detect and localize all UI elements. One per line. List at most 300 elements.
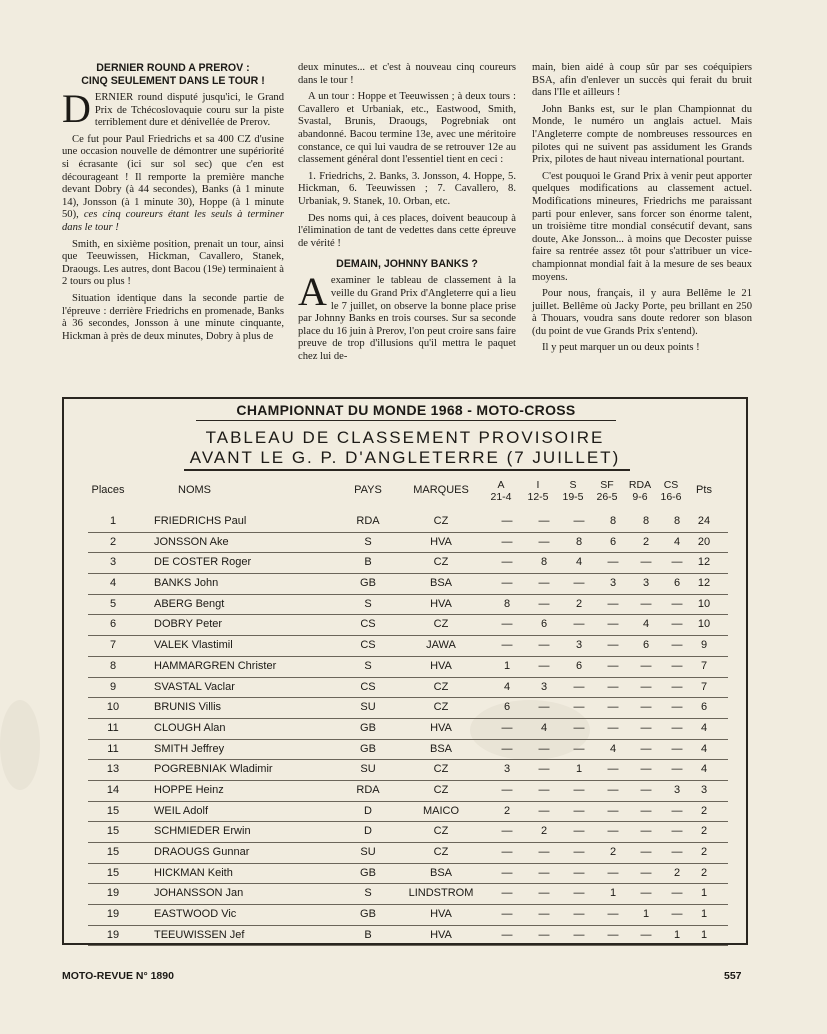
cell-name: HICKMAN Keith: [154, 866, 233, 879]
footer-page-number: 557: [724, 970, 742, 982]
table-row: [88, 678, 728, 699]
paragraph-text: Ce fut pour Paul Friedrichs et sa 400 CZ d'usine une occasion nouvelle de démontrer une supériorité si écrasante (ici sur sol sec) que c'en est décourageant ! Il remporte la première manche devant Dobry (à 44 secondes), Banks (à 1 minute 14), Jonsson (à 1 minute 30), Hoppe (à 1 minute 50),: [62, 133, 284, 221]
cell-gp-points: 3: [540, 680, 548, 693]
cell-marque: CZ: [433, 556, 449, 569]
drop-cap: A: [298, 269, 327, 315]
cell-pays: S: [364, 659, 372, 672]
cell-pts: 1: [700, 928, 708, 941]
paragraph: [62, 86, 284, 131]
cell-gp-points: 1: [575, 763, 583, 776]
gp-code: A: [497, 479, 505, 491]
header-gp: [519, 479, 557, 503]
cell-pts: 1: [700, 908, 708, 921]
header-places: Places: [91, 484, 125, 496]
cell-gp-points: 2: [609, 846, 617, 858]
cell-marque: MAICO: [422, 804, 460, 817]
cell-pts: 24: [697, 515, 711, 527]
cell-gp-points: —: [607, 701, 619, 714]
cell-name: CLOUGH Alan: [154, 721, 226, 734]
cell-place: 14: [106, 783, 120, 796]
cell-gp-points: —: [538, 804, 550, 817]
cell-marque: LINDSTROM: [408, 887, 474, 900]
paragraph: Il y peut marquer un ou deux points !: [542, 342, 700, 354]
table-row: [88, 615, 728, 636]
table-row: [88, 574, 728, 595]
cell-gp-points: 1: [503, 659, 511, 672]
cell-place: 19: [106, 908, 120, 921]
cell-pts: 7: [700, 659, 708, 672]
cell-gp-points: —: [501, 928, 513, 941]
cell-place: 15: [106, 846, 120, 858]
cell-pays: SU: [360, 763, 376, 776]
cell-pays: GB: [360, 866, 376, 879]
cell-gp-points: 2: [575, 597, 583, 610]
cell-pays: RDA: [356, 515, 380, 527]
cell-gp-points: 8: [642, 515, 650, 527]
cell-place: 10: [106, 701, 120, 714]
cell-name: SCHMIEDER Erwin: [154, 825, 251, 838]
cell-name: BRUNIS Villis: [154, 701, 222, 714]
cell-marque: BSA: [429, 866, 452, 879]
cell-pays: SU: [360, 701, 376, 714]
article-column-2: [298, 62, 516, 367]
cell-pays: S: [364, 887, 372, 900]
paragraph: main, bien aidé à coup sûr par ses coéquipiers BSA, afin d'enlever un succès qui ferait du bruit dans l'Ile et ailleurs !: [532, 62, 752, 99]
cell-gp-points: —: [538, 701, 550, 714]
cell-gp-points: 6: [540, 618, 548, 631]
cell-gp-points: 2: [503, 804, 511, 817]
cell-gp-points: —: [640, 556, 652, 569]
heading-line: CINQ SEULEMENT DANS LE TOUR !: [81, 75, 265, 87]
paper-stain: [0, 700, 40, 790]
cell-pays: GB: [360, 908, 376, 921]
table-row: [88, 822, 728, 843]
cell-gp-points: —: [607, 597, 619, 610]
cell-pays: S: [364, 535, 372, 548]
paragraph: [62, 134, 284, 235]
table-row: [88, 926, 728, 947]
cell-pts: 2: [700, 866, 708, 879]
cell-gp-points: —: [573, 721, 585, 734]
cell-name: HOPPE Heinz: [154, 783, 224, 796]
table-row: [88, 905, 728, 926]
footer-magazine-issue: MOTO-REVUE N° 1890: [62, 970, 174, 982]
cell-gp-points: —: [573, 783, 585, 796]
cell-name: FRIEDRICHS Paul: [154, 515, 247, 527]
drop-cap: D: [62, 86, 91, 131]
cell-gp-points: 6: [642, 639, 650, 652]
paragraph: C'est pouquoi le Grand Prix à venir peut apporter quelques modifications au classement actuel. Modifications mineures, Friedrichs me paraissant parti pour enlever, sans forcer son énorme talent, un troisième titre mondial consécutif devant, sans doute, Ake Jonsson... à moins que Decoster puisse faire sa rentrée assez tôt pour s'attribuer un vice-championnat mondial fait à la mesure de ses beaux moyens.: [532, 170, 752, 283]
cell-gp-points: 3: [673, 783, 681, 796]
cell-gp-points: —: [640, 742, 652, 755]
paragraph: John Banks est, sur le plan Championnat du Monde, le numéro un anglais actuel. Mais l'Angleterre compte de nombreuses ressources en pilotes qui ne suivent pas assidument les Grands Prix, pilotes de haut niveau international pourtant.: [532, 103, 752, 166]
cell-gp-points: —: [501, 783, 513, 796]
cell-pays: RDA: [356, 783, 380, 796]
paragraph: 1. Friedrichs, 2. Banks, 3. Jonsson, 4. Hoppe, 5. Hickman, 6. Teeuwissen ; 7. Cavallero, 8. Urbaniak, 9. Stanek, 10. Orban, etc.: [298, 170, 516, 207]
cell-gp-points: —: [671, 825, 683, 838]
table-row: [88, 843, 728, 864]
cell-gp-points: —: [538, 597, 550, 610]
cell-place: 11: [107, 742, 119, 755]
table-subtitle: TABLEAU DE CLASSEMENT PROVISOIRE: [205, 428, 605, 447]
cell-pays: B: [364, 928, 372, 941]
header-gp: [482, 479, 520, 503]
cell-pays: S: [364, 597, 372, 610]
cell-gp-points: —: [640, 701, 652, 714]
cell-gp-points: 3: [575, 639, 583, 652]
cell-name: EASTWOOD Vic: [154, 908, 237, 921]
cell-gp-points: 3: [503, 763, 511, 776]
cell-gp-points: —: [501, 556, 513, 569]
cell-pts: 6: [700, 701, 708, 714]
cell-name: JONSSON Ake: [154, 535, 229, 548]
header-gp: [652, 479, 690, 503]
cell-gp-points: —: [538, 639, 550, 652]
cell-gp-points: —: [501, 887, 513, 900]
cell-gp-points: —: [573, 742, 585, 755]
cell-gp-points: 4: [609, 742, 617, 755]
cell-gp-points: —: [671, 763, 683, 776]
cell-gp-points: 4: [673, 535, 681, 548]
cell-pts: 4: [700, 721, 708, 734]
cell-name: JOHANSSON Jan: [154, 887, 244, 900]
gp-date: 12-5: [527, 491, 549, 503]
cell-name: WEIL Adolf: [154, 804, 209, 817]
cell-marque: HVA: [430, 535, 452, 548]
cell-name: SVASTAL Vaclar: [154, 680, 235, 693]
gp-date: 21-4: [490, 491, 512, 503]
cell-gp-points: —: [573, 928, 585, 941]
cell-gp-points: 8: [575, 535, 583, 548]
cell-gp-points: —: [640, 846, 652, 858]
cell-name: DOBRY Peter: [154, 618, 223, 631]
cell-gp-points: —: [640, 721, 652, 734]
gp-date: 16-6: [660, 491, 682, 503]
cell-gp-points: —: [640, 804, 652, 817]
cell-name: DE COSTER Roger: [154, 556, 252, 569]
cell-gp-points: 6: [609, 535, 617, 548]
paragraph-text: examiner le tableau de classement à la veille du Grand Prix d'Angleterre qui a lieu le 7 juillet, on observe la bonne place prise par Johnny Banks en trois courses. Sur sa seconde place du 16 juin à Prerov, l'on peut croire sans faire preuve de trop d'illusions qu'il mettra le paquet chez lui de-: [298, 275, 516, 362]
cell-gp-points: —: [607, 825, 619, 838]
cell-gp-points: 4: [503, 680, 511, 693]
cell-marque: CZ: [433, 783, 449, 796]
cell-place: 19: [106, 887, 120, 900]
cell-gp-points: —: [573, 701, 585, 714]
cell-gp-points: —: [607, 639, 619, 652]
gp-code: CS: [663, 479, 679, 491]
cell-gp-points: —: [538, 659, 550, 672]
cell-gp-points: 8: [503, 597, 511, 610]
cell-marque: JAWA: [426, 639, 456, 652]
cell-gp-points: —: [671, 597, 683, 610]
cell-gp-points: —: [538, 535, 550, 548]
cell-name: VALEK Vlastimil: [154, 639, 233, 652]
cell-gp-points: —: [671, 659, 683, 672]
cell-pts: 7: [700, 680, 708, 693]
cell-gp-points: 2: [642, 535, 650, 548]
cell-gp-points: —: [538, 742, 550, 755]
cell-name: HAMMARGREN Christer: [154, 659, 277, 672]
cell-gp-points: —: [671, 701, 683, 714]
header-pts: Pts: [696, 484, 712, 496]
cell-name: ABERG Bengt: [154, 597, 225, 610]
cell-place: 11: [107, 721, 119, 734]
cell-name: POGREBNIAK Wladimir: [154, 763, 273, 776]
cell-marque: BSA: [429, 577, 452, 590]
cell-name: TEEUWISSEN Jef: [154, 928, 245, 941]
cell-gp-points: —: [573, 887, 585, 900]
cell-gp-points: —: [671, 742, 683, 755]
cell-gp-points: —: [640, 825, 652, 838]
cell-pts: 12: [697, 577, 711, 590]
italic-text: ces cinq coureurs étant les seuls à terminer dans le tour !: [62, 209, 284, 233]
cell-gp-points: —: [538, 887, 550, 900]
cell-gp-points: —: [640, 928, 652, 941]
cell-gp-points: 6: [673, 577, 681, 590]
table-title: CHAMPIONNAT DU MONDE 1968 - MOTO-CROSS: [196, 402, 616, 421]
table-row: [88, 740, 728, 761]
cell-marque: HVA: [430, 597, 452, 610]
cell-gp-points: 2: [673, 866, 681, 879]
cell-gp-points: —: [671, 618, 683, 631]
gp-code: RDA: [628, 479, 652, 491]
cell-gp-points: —: [501, 721, 513, 734]
cell-pays: CS: [360, 618, 376, 631]
cell-place: 4: [109, 577, 117, 590]
cell-gp-points: —: [538, 908, 550, 921]
cell-gp-points: —: [538, 515, 550, 527]
cell-gp-points: —: [573, 618, 585, 631]
article-column-3: [532, 62, 752, 359]
cell-gp-points: 8: [673, 515, 681, 527]
cell-gp-points: —: [501, 535, 513, 548]
cell-place: 5: [109, 597, 117, 610]
cell-place: 8: [109, 659, 117, 672]
cell-place: 3: [109, 556, 117, 569]
cell-gp-points: 6: [575, 659, 583, 672]
gp-code: S: [569, 479, 577, 491]
cell-pays: GB: [360, 742, 376, 755]
table-row: [88, 636, 728, 657]
table-row: [88, 884, 728, 905]
cell-gp-points: —: [538, 866, 550, 879]
cell-gp-points: —: [501, 618, 513, 631]
cell-name: SMITH Jeffrey: [154, 742, 225, 755]
table-row: [88, 698, 728, 719]
cell-gp-points: —: [671, 887, 683, 900]
header-gp: [554, 479, 592, 503]
cell-pays: D: [364, 825, 372, 838]
cell-marque: CZ: [433, 618, 449, 631]
cell-gp-points: —: [640, 763, 652, 776]
cell-gp-points: —: [501, 742, 513, 755]
cell-pays: CS: [360, 680, 376, 693]
cell-gp-points: —: [607, 804, 619, 817]
cell-pays: GB: [360, 721, 376, 734]
table-subtitle: AVANT LE G. P. D'ANGLETERRE (7 JUILLET): [189, 448, 621, 467]
cell-gp-points: 6: [503, 701, 511, 714]
cell-gp-points: —: [640, 866, 652, 879]
cell-marque: CZ: [433, 825, 449, 838]
table-row: [88, 864, 728, 885]
cell-gp-points: —: [607, 928, 619, 941]
cell-marque: CZ: [433, 846, 449, 858]
table-row: [88, 512, 728, 533]
cell-gp-points: —: [640, 597, 652, 610]
table-row: [88, 595, 728, 616]
cell-pays: CS: [360, 639, 376, 652]
cell-pts: 2: [700, 846, 708, 858]
cell-pts: 2: [700, 804, 708, 817]
table-row: [88, 719, 728, 740]
cell-gp-points: —: [607, 721, 619, 734]
cell-pts: 4: [700, 763, 708, 776]
table-row: [88, 553, 728, 574]
table-row: [88, 802, 728, 823]
cell-gp-points: —: [538, 783, 550, 796]
paragraph: Situation identique dans la seconde partie de l'épreuve : derrière Friedrichs en promenade, Banks à 36 secondes, Jonsson à une minute cinquante, Hickman à près de deux minutes, Dobry à plus de: [62, 292, 284, 342]
paragraph: Pour nous, français, il y aura Bellême le 21 juillet. Bellême où Jacky Porte, peu brillant en 250 à Thouars, voudra sans doute redorer son blason (du point de vue Grands Prix s'entend).: [532, 288, 752, 337]
cell-gp-points: —: [671, 556, 683, 569]
cell-pts: 2: [700, 825, 708, 838]
cell-marque: CZ: [433, 763, 449, 776]
cell-gp-points: —: [607, 618, 619, 631]
cell-gp-points: —: [640, 783, 652, 796]
cell-gp-points: —: [607, 659, 619, 672]
cell-place: 9: [109, 680, 117, 693]
table-row: [88, 657, 728, 678]
cell-place: 13: [106, 763, 120, 776]
gp-date: 9-6: [632, 491, 648, 503]
cell-place: 15: [106, 825, 120, 838]
header-noms: NOMS: [178, 484, 211, 496]
cell-gp-points: —: [538, 846, 550, 858]
table-row: [88, 533, 728, 554]
paragraph: [298, 269, 516, 363]
cell-pays: B: [364, 556, 372, 569]
cell-pays: SU: [360, 846, 376, 858]
cell-gp-points: —: [671, 680, 683, 693]
cell-marque: HVA: [430, 721, 452, 734]
cell-gp-points: —: [538, 577, 550, 590]
cell-gp-points: —: [501, 908, 513, 921]
cell-pts: 1: [700, 887, 708, 900]
cell-gp-points: —: [671, 846, 683, 858]
cell-gp-points: 8: [609, 515, 617, 527]
cell-gp-points: —: [607, 763, 619, 776]
cell-gp-points: 1: [609, 887, 617, 900]
paragraph: deux minutes... et c'est à nouveau cinq coureurs dans le tour !: [298, 62, 516, 86]
cell-gp-points: —: [538, 928, 550, 941]
table-body: [88, 512, 728, 946]
cell-gp-points: —: [607, 680, 619, 693]
cell-gp-points: —: [573, 680, 585, 693]
standings-table: [62, 397, 748, 945]
cell-marque: HVA: [430, 908, 452, 921]
gp-date: 19-5: [562, 491, 584, 503]
cell-gp-points: —: [640, 680, 652, 693]
cell-gp-points: —: [501, 846, 513, 858]
cell-marque: BSA: [429, 742, 452, 755]
cell-gp-points: 3: [609, 577, 617, 590]
cell-gp-points: —: [501, 639, 513, 652]
gp-code: SF: [600, 479, 614, 491]
header-pays: PAYS: [354, 484, 382, 496]
gp-date: 26-5: [596, 491, 618, 503]
cell-pays: GB: [360, 577, 376, 590]
cell-pts: 20: [697, 535, 711, 548]
cell-name: DRAOUGS Gunnar: [154, 846, 250, 858]
article-column-1: [62, 62, 284, 347]
section-heading-banks: DEMAIN, JOHNNY BANKS ?: [336, 258, 478, 271]
cell-gp-points: —: [671, 721, 683, 734]
cell-pts: 10: [697, 618, 711, 631]
cell-gp-points: —: [538, 763, 550, 776]
cell-place: 19: [106, 928, 120, 941]
cell-place: 15: [106, 804, 120, 817]
cell-gp-points: 2: [540, 825, 548, 838]
cell-gp-points: 8: [540, 556, 548, 569]
cell-gp-points: 3: [642, 577, 650, 590]
cell-gp-points: —: [501, 866, 513, 879]
cell-gp-points: —: [573, 577, 585, 590]
cell-pts: 10: [697, 597, 711, 610]
table-row: [88, 760, 728, 781]
cell-place: 15: [106, 866, 120, 879]
cell-place: 7: [109, 639, 117, 652]
cell-gp-points: —: [573, 804, 585, 817]
cell-place: 2: [109, 535, 117, 548]
header-marques: MARQUES: [413, 484, 469, 496]
paragraph: Des noms qui, à ces places, doivent beaucoup à l'élimination de tant de vedettes dans cette épreuve de vérité !: [298, 212, 516, 249]
cell-gp-points: —: [501, 577, 513, 590]
cell-marque: CZ: [433, 515, 449, 527]
table-row: [88, 781, 728, 802]
cell-marque: CZ: [433, 680, 449, 693]
cell-pays: D: [364, 804, 372, 817]
cell-gp-points: 4: [540, 721, 548, 734]
cell-gp-points: —: [607, 783, 619, 796]
cell-place: 6: [109, 618, 117, 631]
cell-gp-points: —: [671, 804, 683, 817]
paragraph: A un tour : Hoppe et Teeuwissen ; à deux tours : Cavallero et Urbaniak, etc., Eastwood, Smith, Svastal, Brunis, Draougs, Pogrebniak ont abandonné. Bacou termine 13e, avec une méritoire constance, ce qui lui vaudra de se retrouver 12e au classement général dont l'essentiel tient en ceci :: [298, 91, 516, 166]
cell-gp-points: —: [501, 825, 513, 838]
cell-pts: 3: [700, 783, 708, 796]
cell-gp-points: 1: [642, 908, 650, 921]
cell-place: 1: [109, 515, 117, 527]
divider: [184, 469, 630, 471]
heading-line: DERNIER ROUND A PREROV :: [96, 62, 250, 74]
cell-gp-points: 4: [575, 556, 583, 569]
cell-gp-points: —: [573, 846, 585, 858]
cell-marque: CZ: [433, 701, 449, 714]
paragraph-text: ERNIER round disputé jusqu'ici, le Grand Prix de Tchécoslovaquie couru sur la piste terriblement dure et dénivellée de Prerov.: [94, 92, 284, 129]
cell-gp-points: 1: [673, 928, 681, 941]
cell-gp-points: —: [573, 515, 585, 527]
cell-pts: 12: [697, 556, 711, 569]
gp-code: I: [536, 479, 540, 491]
cell-marque: HVA: [430, 928, 452, 941]
cell-gp-points: —: [640, 887, 652, 900]
cell-pts: 4: [700, 742, 708, 755]
cell-gp-points: —: [501, 515, 513, 527]
cell-gp-points: —: [573, 866, 585, 879]
cell-gp-points: —: [640, 659, 652, 672]
cell-gp-points: —: [573, 825, 585, 838]
cell-name: BANKS John: [154, 577, 219, 590]
cell-gp-points: —: [573, 908, 585, 921]
cell-gp-points: —: [607, 908, 619, 921]
